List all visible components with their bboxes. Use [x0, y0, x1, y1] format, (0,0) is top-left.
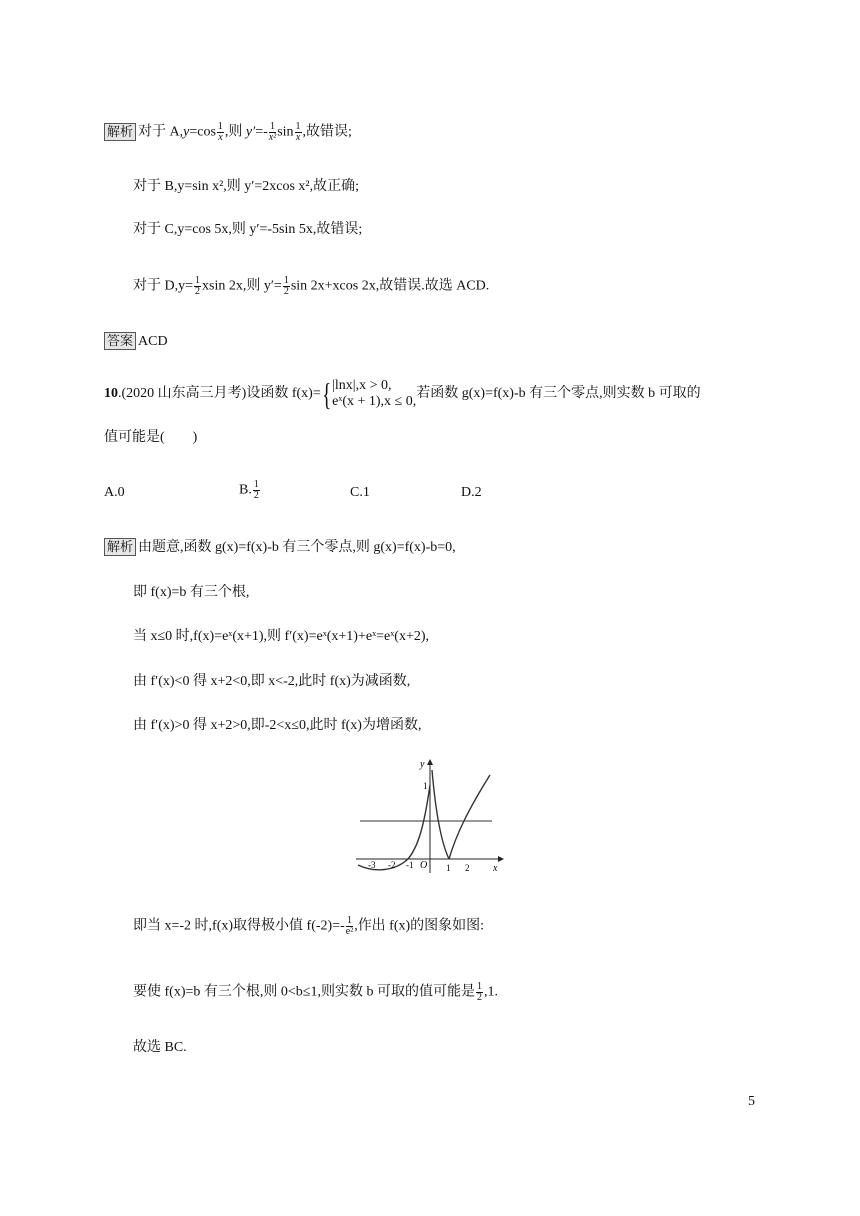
tick-label-x: -1 [406, 860, 414, 870]
q10-solution-line5: 由 f′(x)>0 得 x+2>0,即-2<x≤0,此时 f(x)为增函数, [133, 718, 422, 733]
x-axis-arrow-icon [498, 856, 504, 862]
tick-label-x: -2 [388, 860, 396, 870]
piecewise-cases: |lnx|,x > 0, eˣ(x + 1),x ≤ 0, [332, 378, 417, 409]
fraction: $\frac{1}{x}$ [295, 121, 301, 143]
q9-line-c: 对于 C,y=cos 5x,则 y′=-5sin 5x,故错误; [133, 222, 363, 237]
page-number: 5 [748, 1094, 755, 1109]
q10-stem-cont: 值可能是( ) [104, 430, 198, 445]
curve-ln-near-zero [432, 770, 449, 859]
q10-solution-line7: 要使 f(x)=b 有三个根,则 0<b≤1,则实数 b 可取的值可能是 $\frac{1}{2}$ ,1. [133, 981, 498, 1003]
q9-line-a: 解析 对于 A,y=cos $\frac{1}{x}$ ,则 y′=- $\frac{1}{\text{x²}}$ sin $\frac{1}{x}$ ,故错误; [104, 122, 352, 143]
fraction: $\frac{1}{\text{e²}}$ [345, 915, 354, 937]
fraction: $\frac{1}{2}$ [253, 479, 259, 501]
tick-label-x: 2 [465, 863, 470, 873]
q10-solution-line2: 即 f(x)=b 有三个根, [133, 585, 250, 600]
y-axis-label: y [420, 759, 425, 770]
q10-solution-line3: 当 x≤0 时,f(x)=eˣ(x+1),则 f′(x)=eˣ(x+1)+eˣ=eˣ(x+2), [133, 629, 430, 644]
q10-solution-line6: 即当 x=-2 时,f(x)取得极小值 f(-2)=- $\frac{1}{\text{e²}}$ ,作出 f(x)的图象如图: [133, 915, 485, 937]
function-graph [350, 755, 510, 880]
option-a: A.0 [104, 485, 125, 500]
q9-answer: 答案 ACD [104, 332, 168, 351]
analysis-tag: 解析 [104, 123, 136, 141]
tick-label-x: 1 [446, 863, 451, 873]
curve-left-branch [358, 785, 430, 870]
fraction: $\frac{1}{x}$ [217, 121, 223, 143]
fraction: $\frac{1}{\text{x²}}$ [268, 121, 277, 143]
fraction: $\frac{1}{2}$ [195, 275, 201, 297]
fraction: $\frac{1}{2}$ [283, 275, 289, 297]
y-axis-arrow-icon [427, 759, 433, 765]
fraction: $\frac{1}{2}$ [476, 981, 482, 1003]
option-c: C.1 [350, 485, 370, 500]
tick-label-y1: 1 [423, 781, 428, 791]
curve-ln-right [449, 775, 490, 859]
analysis-tag: 解析 [104, 538, 136, 556]
q10-stem: 10.(2020 山东高三月考)设函数 f(x)={ |lnx|,x > 0, eˣ(x + 1),x ≤ 0, 若函数 g(x)=f(x)-b 有三个零点,则实数 b 可取的 [104, 376, 701, 412]
q10-solution-line4: 由 f′(x)<0 得 x+2<0,即 x<-2,此时 f(x)为减函数, [133, 674, 411, 689]
option-d: D.2 [461, 485, 482, 500]
q9-line-d: 对于 D,y= $\frac{1}{2}$ xsin 2x,则 y′= $\frac{1}{2}$ sin 2x+xcos 2x,故错误.故选 ACD. [133, 275, 490, 297]
brace-icon: { [321, 376, 332, 412]
option-b: B. $\frac{1}{2}$ [239, 479, 259, 501]
q9-line-b: 对于 B,y=sin x²,则 y′=2xcos x²,故正确; [133, 179, 359, 194]
x-axis-label: x [493, 863, 498, 874]
origin-label: O [420, 860, 428, 871]
q10-solution-line1: 解析 由题意,函数 g(x)=f(x)-b 有三个零点,则 g(x)=f(x)-b=0, [104, 538, 456, 557]
tick-label-x: -3 [368, 860, 376, 870]
answer-tag: 答案 [104, 332, 136, 350]
q10-solution-line8: 故选 BC. [133, 1040, 187, 1055]
